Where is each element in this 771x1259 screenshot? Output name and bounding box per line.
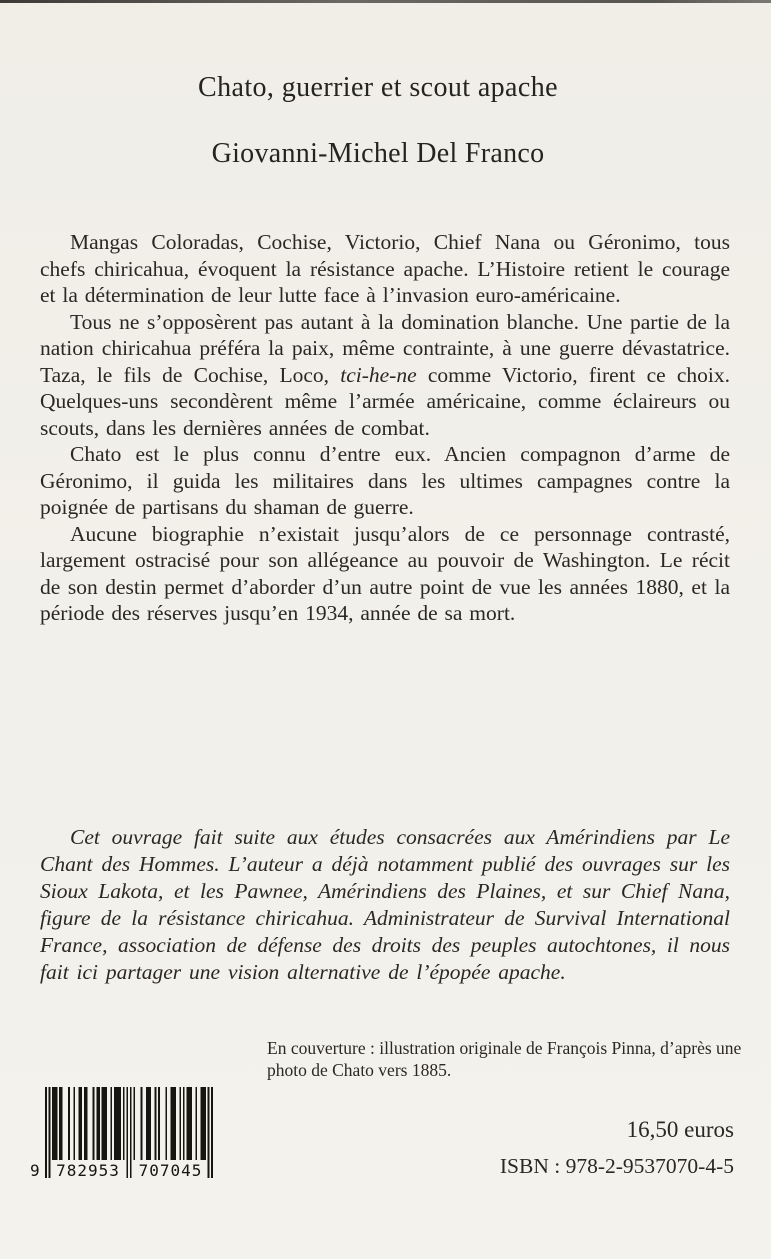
publisher-note: Cet ouvrage fait suite aux études consacrées aux Amérindiens par Le Chant des Hommes. L’auteur a déjà notamment publié des ouvrages sur les Sioux Lakota, et les Pawnee, Amérindiens des Plaines, et sur Chief Nana, figure de la résistance chiricahua. Administrateur de Survival International France, association de défense des droits des peuples autochtones, il nous fait ici partager une vision alternative de l’épopée apache.	[40, 825, 730, 984]
synopsis-paragraph-2	[40, 309, 730, 442]
price: 16,50 euros	[626, 1117, 734, 1142]
book-title: Chato, guerrier et scout apache	[198, 72, 558, 103]
synopsis	[40, 229, 730, 627]
synopsis-paragraph-4: Aucune biographie n’existait jusqu’alors de ce personnage contrasté, largement ostracisé pour son allégeance au pouvoir de Washington. Le récit de son destin permet d’aborder d’un autre point de vue les années 1880, et la période des réserves jusqu’en 1934, année de sa mort.	[40, 521, 730, 625]
book-author: Giovanni-Michel Del Franco	[211, 138, 545, 169]
barcode	[30, 1087, 213, 1185]
isbn: ISBN : 978-2-9537070-4-5	[499, 1154, 734, 1178]
barcode-digits-right: 707045	[138, 1161, 203, 1180]
cover-credit: En couverture : illustration originale de François Pinna, d’après une photo de Chato vers 1885.	[267, 1038, 742, 1080]
synopsis-paragraph-2-end: comme Victorio, firent ce choix. Quelques-uns secondèrent même l’armée américaine, comme éclaireurs ou scouts, dans les dernières années de combat.	[40, 362, 730, 440]
synopsis-paragraph-3: Chato est le plus connu d’entre eux. Ancien compagnon d’arme de Géronimo, il guida les militaires dans les ultimes campagnes contre la poignée de partisans du shaman de guerre.	[40, 442, 730, 519]
synopsis-paragraph-1: Mangas Coloradas, Cochise, Victorio, Chief Nana ou Géronimo, tous chefs chiricahua, évoquent la résistance apache. L’Histoire retient le courage et la détermination de leur lutte face à l’invasion euro-américaine.	[40, 230, 730, 307]
barcode-digits-left: 782953	[56, 1161, 120, 1180]
apache-term-italic: tci-he-ne	[340, 362, 417, 387]
scan-edge	[0, 0, 771, 3]
barcode-digit-prefix: 9	[30, 1161, 40, 1180]
synopsis-paragraph-2-start: Tous ne s’opposèrent pas autant à la domination blanche. Une partie de la nation chiricahua préféra la paix, même contrainte, à une guerre dévastatrice. Taza, le fils de Cochise, Loco,	[40, 309, 730, 387]
